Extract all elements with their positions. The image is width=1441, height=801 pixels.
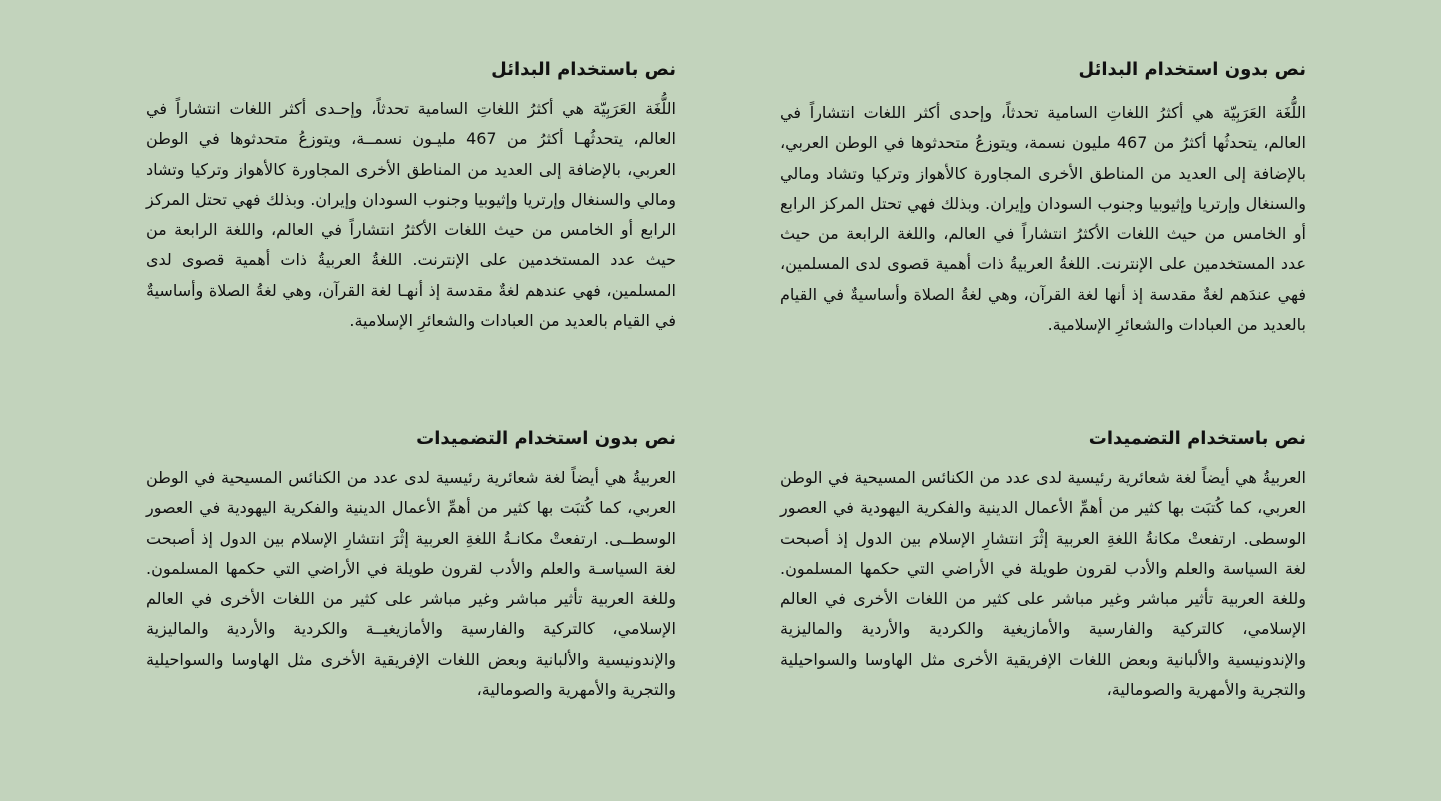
- block-heading: نص بدون استخدام التضميدات: [416, 428, 676, 449]
- block-heading: نص بدون استخدام البدائل: [1078, 59, 1306, 80]
- block-paragraph: اللُّغَة العَرَبِيّة هي أكثرُ اللغاتِ السامية تحدثاً، وإحدى أكثر اللغات انتشاراً في العالم، يتحدثُها أكثرُ من 467 مليون نسمة، ويتوزعُ متحدثوها في الوطن العربي، بالإضافة إلى العديد من المناطق الأخرى المجاورة كالأهواز وتركيا وتشاد ومالي والسنغال وإرتريا وإثيوبيا وجنوب السودان وإيران. وبذلك فهي تحتل المركز الرابع أو الخامس من حيث اللغات الأكثرُ انتشاراً في العالم، واللغة الرابعة من حيث عدد المستخدمين على الإنترنت. اللغةُ العربيةُ ذات أهمية قصوى لدى المسلمين، فهي عندَهم لغةٌ مقدسة إذ أنها لغة القرآن، وهي لغةُ الصلاة وأساسيةٌ في القيام بالعديد من العبادات والشعائرِ الإسلامية.: [780, 103, 1306, 335]
- text-block-without-ligatures: [146, 427, 676, 705]
- block-heading: نص باستخدام التضميدات: [1088, 428, 1306, 449]
- block-paragraph: العربيةُ هي أيضاً لغة شعائرية رئيسية لدى عدد من الكنائس المسيحية في الوطن العربي، كما كُتبَت بها كثير من أهمِّ الأعمال الدينية والفكرية اليهودية في العصور الوسطى. ارتفعتْ مكانةُ اللغةِ العربية إثْرَ انتشارِ الإسلام بين الدول إذ أصبحت لغة السياسة والعلم والأدب لقرون طويلة في الأراضي التي حكمها المسلمون. وللغة العربية تأثير مباشر وغير مباشر على كثير من اللغات الأخرى في العالم الإسلامي، كالتركية والفارسية والأمازيغية والكردية والأردية والماليزية والإندونيسية والألبانية وبعض اللغات الإفريقية الأخرى مثل الهاوسا والسواحيلية والتجرية والأمهرية والصومالية،: [780, 468, 1306, 700]
- block-paragraph: اللُّغَة العَرَبِيّة هي أكثرُ اللغاتِ السامية تحدثاً، وإحـدى أكثر اللغات انتشاراً في العالم، يتحدثُهـا أكثرُ من 467 مليـون نسمــة، ويتوزعُ متحدثوها في الوطن العربي، بالإضافة إلى العديد من المناطق الأخرى المجاورة كالأهواز وتركيا وتشاد ومالي والسنغال وإرتريا وإثيوبيا وجنوب السودان وإيران. وبذلك فهي تحتل المركز الرابع أو الخامس من حيث اللغات الأكثرُ انتشاراً في العالم، واللغة الرابعة من حيث عدد المستخدمين على الإنترنت. اللغةُ العربيةُ ذات أهمية قصوى لدى المسلمين، فهي عندهم لغةٌ مقدسة إذ أنهـا لغة القرآن، وهي لغةُ الصلاة وأساسيةٌ في القيام بالعديد من العبادات والشعائرِ الإسلامية.: [146, 99, 676, 331]
- block-paragraph: العربيةُ هي أيضاً لغة شعائرية رئيسية لدى عدد من الكنائس المسيحية في الوطن العربي، كما كُتبَت بها كثير من أهمِّ الأعمال الدينية والفكرية اليهودية في العصور الوسطــى. ارتفعتْ مكانـةُ اللغةِ العربية إثْرَ انتشارِ الإسلام بين الدول إذ أصبحت لغة السياسـة والعلم والأدب لقرون طويلة في الأراضي التي حكمها المسلمون. وللغة العربية تأثير مباشر وغير مباشر على كثير من اللغات الأخرى في العالم الإسلامي، كالتركية والفارسية والأمازيغيــة والكردية والأردية والماليزية والإندونيسية والألبانية وبعض اللغات الإفريقية الأخرى مثل الهاوسا والسواحيلية والتجرية والأمهرية والصومالية،: [146, 468, 676, 700]
- text-block-with-alternates: [146, 58, 676, 336]
- text-block-with-ligatures: [780, 427, 1306, 705]
- text-block-without-alternates: [780, 58, 1306, 340]
- block-heading: نص باستخدام البدائل: [491, 59, 676, 80]
